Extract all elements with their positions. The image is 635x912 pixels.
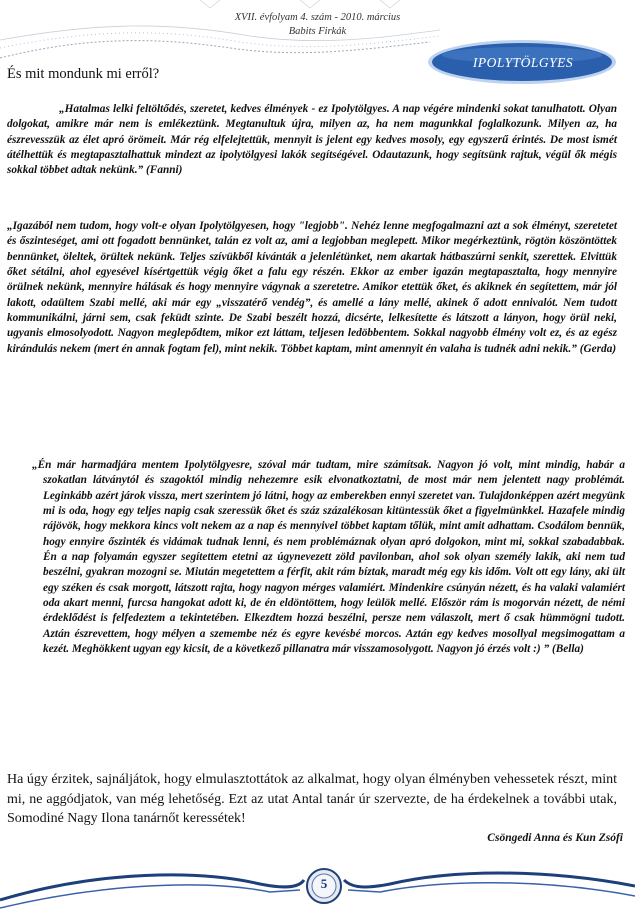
authors-signature: Csöngedi Anna és Kun Zsófi [487, 832, 623, 844]
page-number: 5 [320, 876, 328, 891]
issue-line: XVII. évfolyam 4. szám - 2010. március [234, 12, 401, 23]
publication-name: Babits Firkák [288, 26, 347, 37]
quote-gerda: „Igazából nem tudom, hogy volt-e olyan Ipolytölgyesen, hogy "legjobb". Nehéz lenne megfogalmazni azt a sok élményt, szeretetet és őszinteséget, ami ott fogadott bennünket, talán ez volt az, ami a legjobban meglepett. Mikor megérkeztünk, rögtön köszöntöttek bennünket, öleltek, örültek nekünk. Teljes szívükből kívánták a jelenlétünket, nem akartak hátbaszúrni senkit, szerettek. Elvittük őket sétálni, ahol egyesével kísértgettük végig őket a falu egy részén. Ekkor az ember igazán megtapasztalta, hogy mennyire örülnek nekünk, mennyire hálásak és hogy mennyire vágynak a szeretetre. Amikor etettük őket, és akiknek én segítettem, már jól lakott, odaültem Szabi mellé, aki már egy „visszatérő vendég”, és amellé a lány mellé, akinek ő adott ennivalót. Nem tudott kommunikálni, járni sem, csak feküdt szinte. De Szabi beszélt hozzá, dicsérte, lelkesítette és látszott a lányon, hogy örül neki, ugyanis elmosolyodott. Nagyon meglepődtem, mikor ezt láttam, teljesen ledöbbentem. Sokkal nagyobb élmény volt ez, és az egész kirándulás nekem (mert én annak fogtam fel), mint nekik. Többet kaptam, mint amennyit én valaha is tudnék adni nekik.” (Gerda) [7, 220, 617, 355]
quote-fanni: „Hatalmas lelki feltöltődés, szeretet, kedves élmények - ez Ipolytölgyes. A nap végére mindenki sokat tanulhatott. Olyan dolgokat, amikre már nem is emlékeztünk. Megtanultuk újra, milyen az, ha nem magunkkal foglalkozunk. Milyen az, ha észrevesszük az élet apró örömeit. Már rég elfelejtettük, mennyit is jelent egy kedves mosoly, egy egyszerű érintés. De most ismét átélhettük és megtapasztalhattuk mindezt az ipolytölgyesi lakók segítségével. Odautazunk, hogy segítsünk rajtuk, végül ők mégis sokkal többet adtak nekünk.” (Fanni) [7, 103, 617, 177]
quote-bella: „Én már harmadjára mentem Ipolytölgyesre, szóval már tudtam, mire számítsak. Nagyon jó volt, mint mindig, habár a szokatlan látványtól és szagoktól mindig nehezemre esik elvonatkoztatni, de most már nem jelentett nagy problémát. Leginkább azért járok vissza, mert szerintem jó látni, hogy az emberekben ennyi szeretet van. Tulajdonképpen azért megyünk mi is oda, hogy egy teljes napig csak szeressük őket és száz százalékosan kitüntessük őket a figyelmünkkel. Hazafele mindig rájövök, hogy mekkora kincs volt nekem az a nap és mennyivel többet kaptam tőlük, mint amit adhattam. Csodálom bennük, hogy ennyire őszinték és vidámak tudnak lenni, és nem problémáznak olyan apró dolgokon, mint mi, sokkal szabadabbak. Én a nap folyamán egyszer segítettem etetni az úgynevezett zöld pavilonban, ahol sok olyan személy lakik, aki nem tud beszélni, gyakran mozogni se. Miután megetettem a férfit, akit rám bíztak, maradt még egy kis időm. Volt ott egy lány, aki ült egy széken és csak morgott, látszott rajta, hogy nagyon mérges valamiért. Mindenkire csúnyán nézett, és ha valaki valamiért oda akart menni, furcsa hangokat adott ki, de én eldöntöttem, hogy leülök mellé. Először rám is mogorván nézett, de némi érdeklődést is felfedeztem a tekintetében. Elkezdtem hozzá beszélni, persze nem válaszolt, mert ő csak hümmögni tudott. Aztán észrevettem, hogy mélyen a szemembe néz és egyre kevésbé morcos. Aztán egy kedves mosollyal megsimogattam a kezét. Meghökkent ugyan egy kicsit, de a következő pillanatra már visszamosolygott. Nagyon jó érzés volt :) ” (Bella) [32, 459, 625, 656]
closing-paragraph: Ha úgy érzitek, sajnáljátok, hogy elmulasztottátok az alkalmat, hogy olyan élményben vehessetek részt, mint mi, ne aggódjatok, van még lehetőség. Ezt az utat Antal tanár úr szervezte, de ha érdekelnek a további utak, Somodiné Nagy Ilona tanárnőt keressétek! [7, 772, 617, 827]
intro-question: És mit mondunk mi erről? [7, 66, 160, 82]
section-badge: IPOLYTÖLGYES [472, 55, 574, 70]
